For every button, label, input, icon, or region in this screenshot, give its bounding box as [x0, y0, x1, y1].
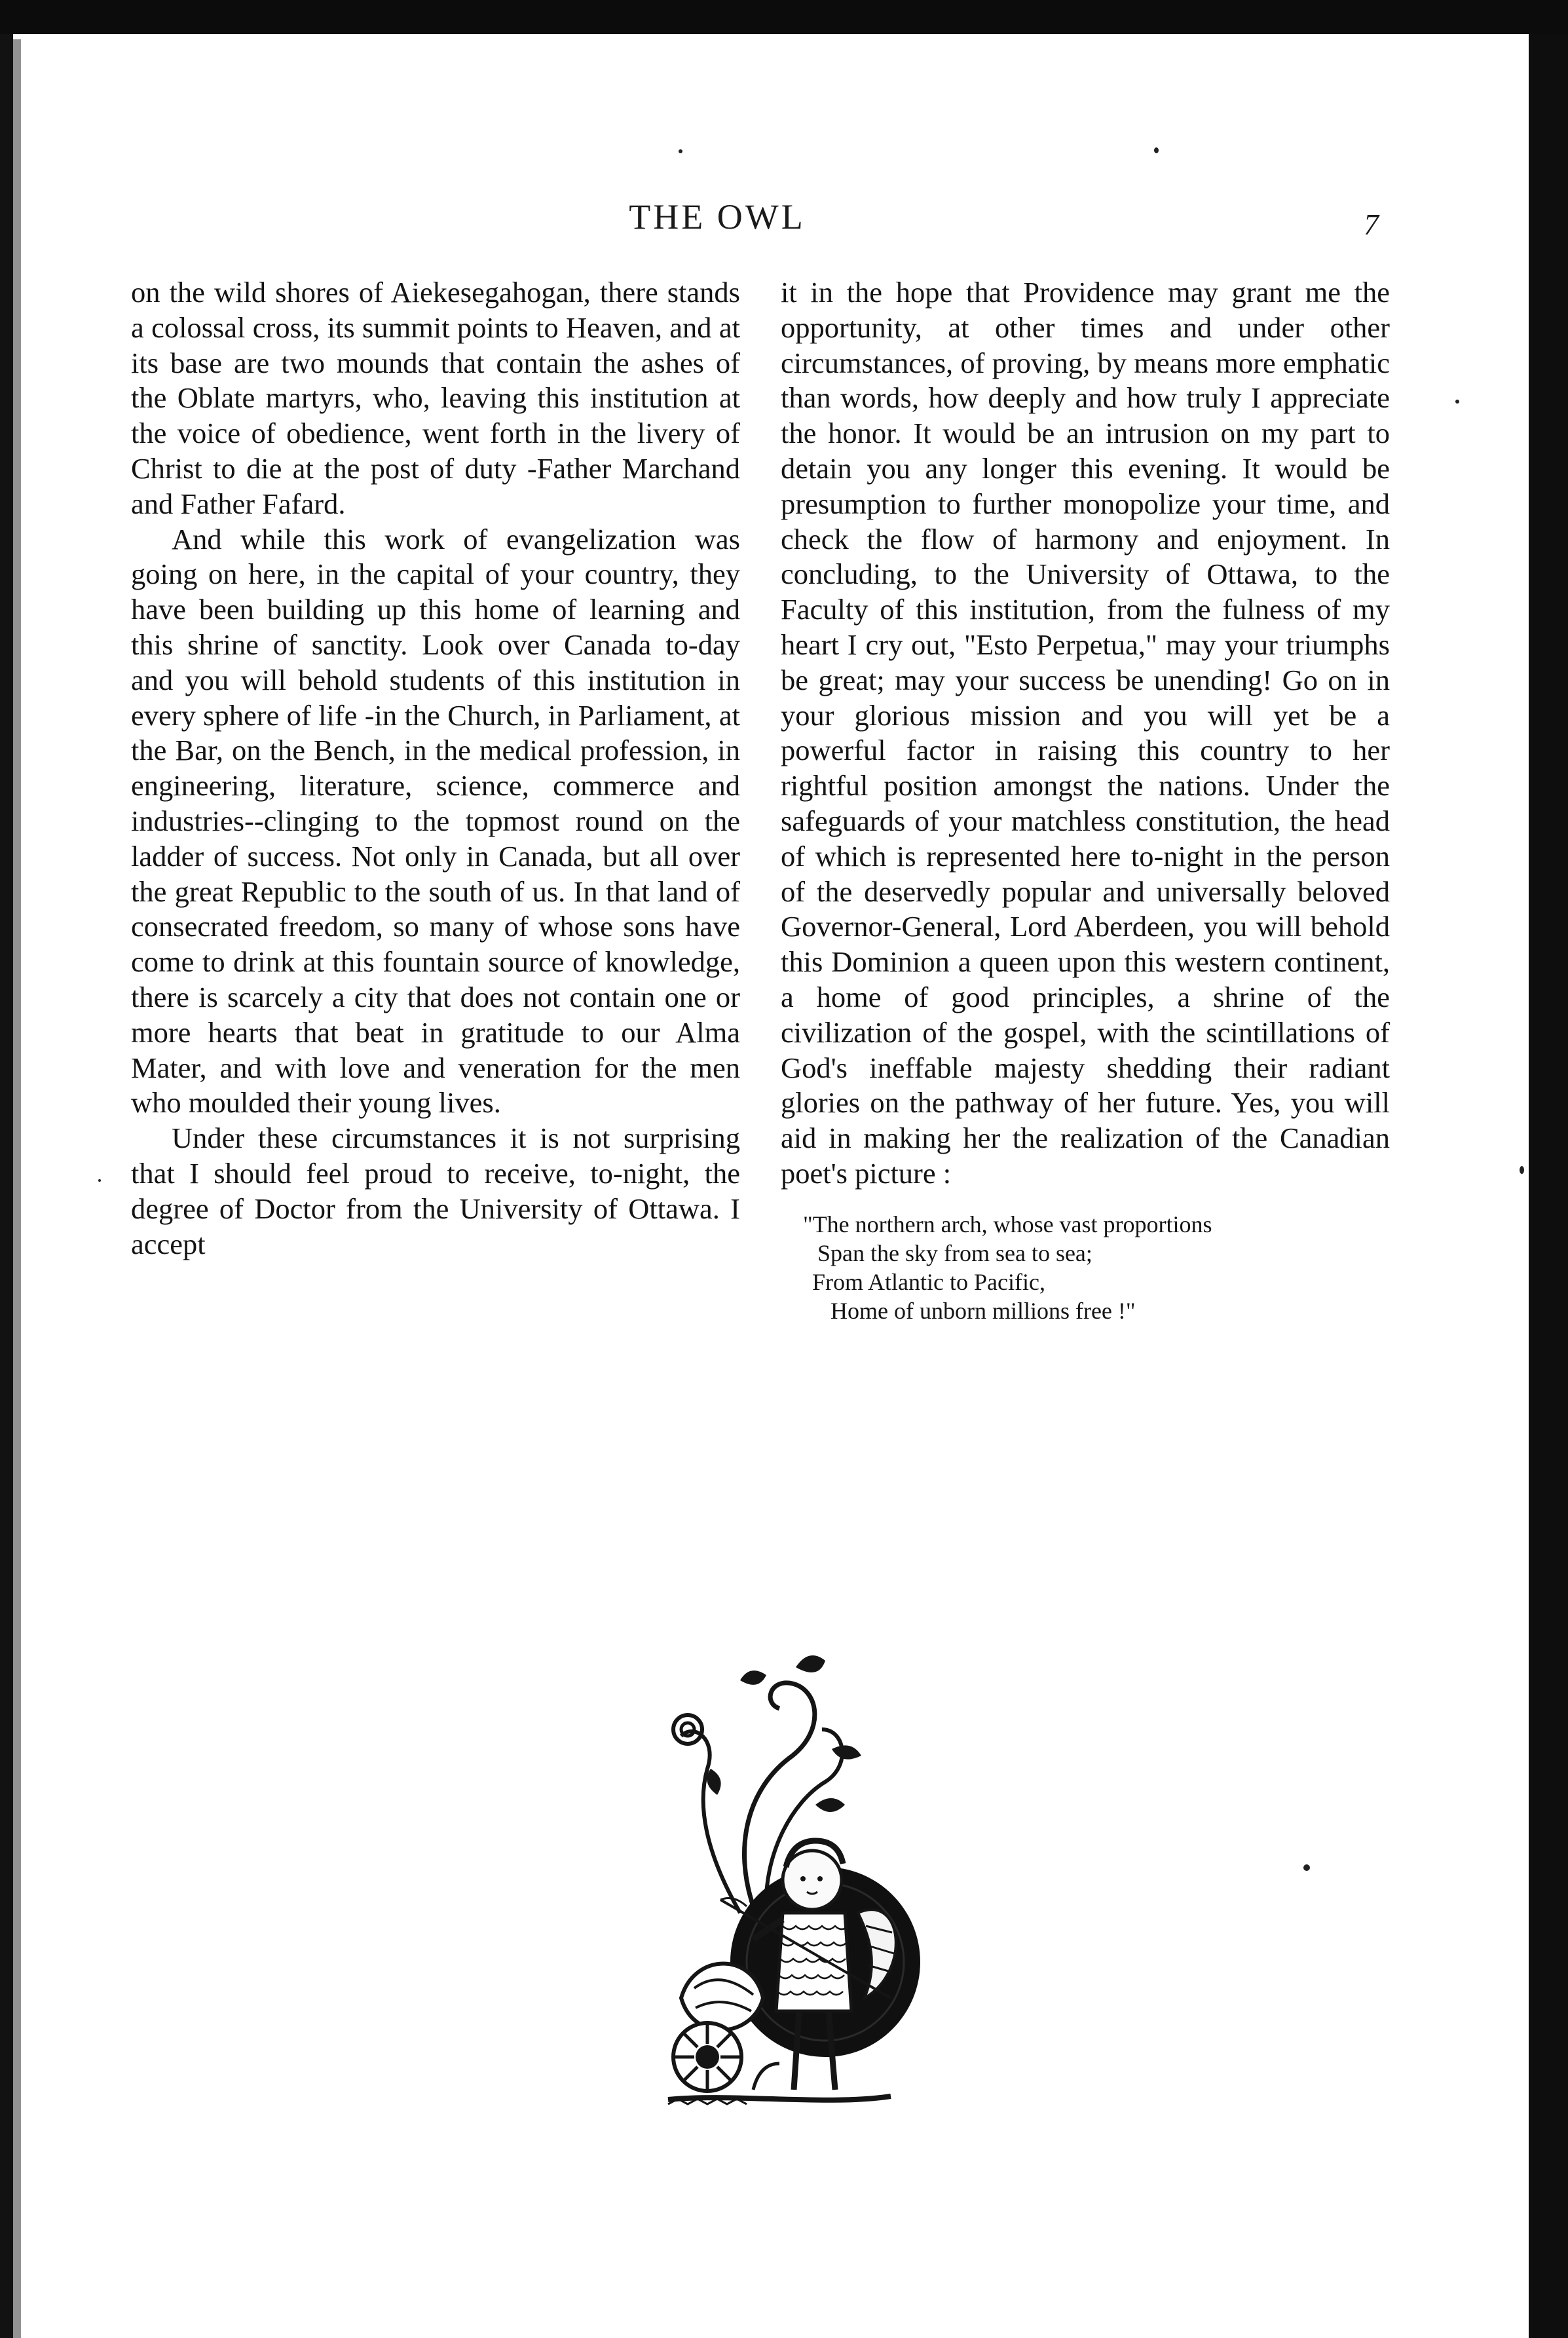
paragraph: And while this work of evangelization was going on here, in the capital of your country, they have been building up this home of learning and this shrine of sanctity. Look over Canada to-day and you will behold students of this institution in every sphere of life -in the Church, in Parliament, at the Bar, on the Bench, in the medical profession, in engineering, literature, science, commerce and industries--clinging to the topmost round on the ladder of success. Not only in Canada, but all over the great Republic to the south of us. In that land of consecrated freedom, so many of whose sons have come to drink at this fountain source of knowledge, there is scarcely a city that does not contain one or more hearts that beat in gratitude to our Alma Mater, and with love and veneration for the men who moulded their young lives.	[131, 522, 740, 1120]
scan-speck	[1520, 1166, 1524, 1174]
verse-line: Span the sky from sea to sea;	[817, 1239, 1092, 1266]
paragraph: on the wild shores of Aiekesegahogan, there stands a colossal cross, its summit points to Heaven, and at its base are two mounds that contain the ashes of the Oblate martyrs, who, leaving this institution at the voice of obedience, went forth in the livery of Christ to die at the post of duty -Father Marchand and Father Fafard.	[131, 276, 740, 520]
running-title: THE OWL	[629, 197, 806, 236]
scan-speck	[1455, 400, 1459, 404]
poem-quotation	[781, 1210, 1390, 1325]
paragraph: it in the hope that Providence may grant me the opportunity, at other times and under other circumstances, of proving, by means more emphatic than words, how deeply and how truly I appreciate the honor. It would be an intrusion on my part to detain you any longer this evening. It would be presumption to further monopolize your time, and check the flow of harmony and enjoyment. In concluding, to the University of Ottawa, to the Faculty of this institution, from the fulness of my heart I cry out, "Esto Perpetua," may your triumphs be great; may your success be unending! Go on in your glorious mission and you will yet be a powerful factor in raising this country to her rightful position amongst the nations. Under the safeguards of your matchless constitution, the head of which is represented here to-night in the person of the deservedly popular and universally beloved Governor-General, Lord Aberdeen, you will behold this Dominion a queen upon this western continent, a home of good principles, a shrine of the civilization of the gospel, with the scintillations of God's ineffable majesty shedding their radiant glories on the pathway of her future. Yes, you will aid in making her the realization of the Canadian poet's picture :	[781, 276, 1390, 1190]
left-column	[131, 275, 740, 1262]
verse-line: "The northern arch, whose vast proportions	[803, 1211, 1212, 1237]
scan-speck	[1303, 1864, 1310, 1871]
scan-speck	[98, 1179, 101, 1182]
scan-border-left-shadow	[13, 39, 21, 2338]
verse-line: Home of unborn millions free !"	[831, 1297, 1136, 1324]
verse-line: From Atlantic to Pacific,	[812, 1268, 1045, 1295]
scan-speck	[1154, 147, 1159, 153]
scan-border-right	[1529, 34, 1568, 2338]
scan-speck	[679, 149, 682, 153]
right-column	[781, 275, 1390, 1325]
scan-border-left	[0, 34, 13, 2338]
page-number: 7	[1364, 208, 1379, 241]
paragraph: Under these circumstances it is not surprising that I should feel proud to receive, to-night, the degree of Doctor from the University of Ottawa. I accept	[131, 1122, 740, 1260]
scan-border-top	[0, 0, 1568, 34]
cherub-vignette-illustration	[655, 1631, 930, 2129]
